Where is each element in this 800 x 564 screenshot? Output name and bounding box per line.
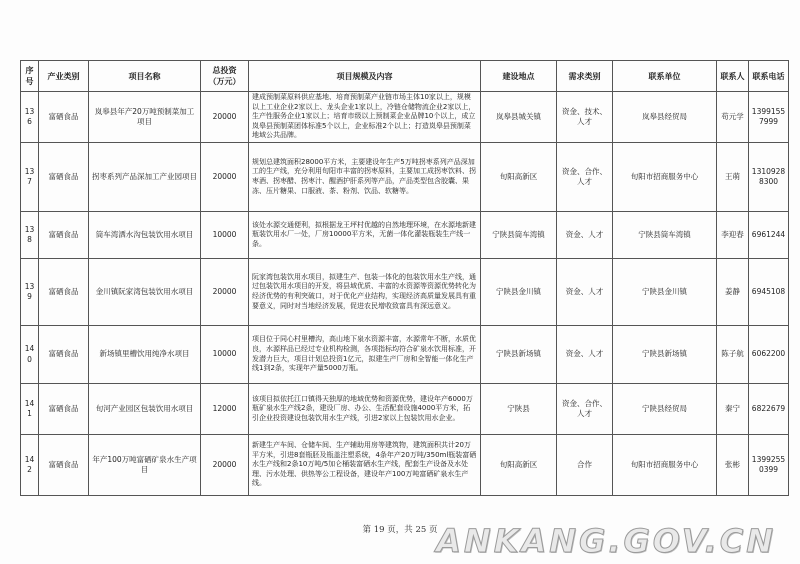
table-row [21,326,789,384]
cell-name: 旬河产业园区包装饮用水项目 [89,384,201,435]
header-content: 项目规模及内容 [249,61,481,92]
cell-no: 141 [21,384,39,435]
cell-phone: 6945108 [749,259,789,326]
cell-name: 筒车湾洒水沟包装饮用水项目 [89,212,201,259]
cell-category: 富硒食品 [39,435,89,496]
table-row [21,259,789,326]
cell-category: 富硒食品 [39,92,89,143]
cell-name: 金川镇阮家湾包装饮用水项目 [89,259,201,326]
cell-phone: 13992550399 [749,435,789,496]
cell-category: 富硒食品 [39,326,89,384]
header-contact: 联系人 [717,61,749,92]
cell-demand: 合作 [557,435,613,496]
cell-demand: 资金、人才 [557,259,613,326]
cell-category: 富硒食品 [39,384,89,435]
header-phone: 联系电话 [749,61,789,92]
cell-no: 136 [21,92,39,143]
cell-location: 宁陕县筒车湾镇 [481,212,557,259]
cell-content: 该项目拟依托江口镇得天独厚的地域优势和资源优势，建设年产6000万瓶矿泉水生产线2条，建设厂房、办公、生活配套设施4000平方米，拓引企业投资建设包装饮用水生产线，引进2家以上包装饮用水企业。 [249,384,481,435]
cell-no: 142 [21,435,39,496]
cell-location: 宁陕县金川镇 [481,259,557,326]
cell-name: 拐枣系列产品深加工产业园项目 [89,143,201,212]
cell-unit: 岚皋县经贸局 [613,92,717,143]
header-no: 序号 [21,61,39,92]
cell-unit: 旬阳市招商服务中心 [613,435,717,496]
table-row [21,212,789,259]
cell-investment: 20000 [201,92,249,143]
header-unit: 联系单位 [613,61,717,92]
table-row [21,384,789,435]
header-name: 项目名称 [89,61,201,92]
cell-no: 137 [21,143,39,212]
project-table [20,60,789,496]
cell-location: 旬阳高新区 [481,143,557,212]
page-footer: 第 19 页，共 25 页 [362,525,438,535]
cell-location: 宁陕县新场镇 [481,326,557,384]
header-category: 产业类别 [39,61,89,92]
cell-investment: 20000 [201,435,249,496]
cell-phone: 13991557999 [749,92,789,143]
cell-demand: 资金、技术、人才 [557,92,613,143]
cell-content: 项目位于同心村里槽沟，高山地下泉水资源丰富，水源常年不断，水质优良，水源样品已经过专业机构检测，各项指标均符合矿泉水饮用标准，开发潜力巨大，项目计划总投资1亿元，拟建生产厂房和全智能一体化生产线1到2条，实现年产量5000万瓶。 [249,326,481,384]
cell-phone: 6062200 [749,326,789,384]
table-row [21,143,789,212]
cell-demand: 资金、人才 [557,212,613,259]
cell-location: 宁陕县 [481,384,557,435]
cell-no: 138 [21,212,39,259]
header-location: 建设地点 [481,61,557,92]
cell-name: 岚皋县年产20万吨预制菜加工项目 [89,92,201,143]
cell-contact: 李迎春 [717,212,749,259]
cell-investment: 20000 [201,143,249,212]
cell-unit: 宁陕县新场镇 [613,326,717,384]
table-header-row [21,61,789,92]
cell-demand: 资金、合作、人才 [557,384,613,435]
cell-unit: 宁陕县筒车湾镇 [613,212,717,259]
cell-no: 139 [21,259,39,326]
cell-category: 富硒食品 [39,212,89,259]
cell-content: 阮家湾包装饮用水项目，拟建生产、包装一体化的包装饮用水生产线，通过包装饮用水项目的开发，将县域优质、丰富的水资源等资源优势转化为经济优势的有利突破口，对于优化产业结构，实现经济高质量发展具有重要意义，同时对当地经济发展，促进农民增收致富具有深远意义。 [249,259,481,326]
header-investment: 总投资 （万元） [201,61,249,92]
cell-contact: 张彬 [717,435,749,496]
cell-unit: 宁陕县金川镇 [613,259,717,326]
cell-category: 富硒食品 [39,259,89,326]
cell-unit: 旬阳市招商服务中心 [613,143,717,212]
cell-investment: 10000 [201,326,249,384]
cell-unit: 宁陕县经贸局 [613,384,717,435]
cell-phone: 6961244 [749,212,789,259]
table-row [21,92,789,143]
cell-content: 建成预制菜原料供应基地、培育预制菜产业链市场主体10家以上，规模以上工业企业2家以上、龙头企业1家以上，冷链仓储物流企业2家以上，生产性服务企业1家以上；培育市级以上预制菜企业品牌10个以上，成立岚皋县预制菜团体标准5个以上，企业标准2个以上；打造岚皋县预制菜地域公共品牌。 [249,92,481,143]
cell-investment: 12000 [201,384,249,435]
cell-contact: 秦宁 [717,384,749,435]
cell-no: 140 [21,326,39,384]
header-demand: 需求类别 [557,61,613,92]
cell-investment: 10000 [201,212,249,259]
cell-contact: 姜静 [717,259,749,326]
cell-demand: 资金、合作、人才 [557,143,613,212]
cell-name: 新场镇里槽饮用纯净水项目 [89,326,201,384]
cell-demand: 资金、人才 [557,326,613,384]
cell-location: 岚皋县城关镇 [481,92,557,143]
cell-content: 新建生产车间、仓储车间、生产辅助用房等建筑物，建筑面积共计20万平方米，引进8套瓶胚及瓶盖注塑系统，4条年产20万吨/350ml瓶装富硒水生产线和2条10万吨/5加仑桶装富硒水生产线，配套生产设备及水处理、污水处理、供热等公工程设备，建设年产100万吨富硒矿泉水生产线。 [249,435,481,496]
cell-contact: 苟元学 [717,92,749,143]
cell-location: 旬阳高新区 [481,435,557,496]
site-watermark: ANKANG.GOV.CN [436,522,776,560]
cell-content: 规划总建筑面积28000平方米，主要建设年生产5万吨拐枣系列产品深加工的生产线，充分利用旬阳市丰富的拐枣原料，主要加工成拐枣饮料、拐枣酒、拐枣醋、拐枣汁、醒酒护肝系列等产品，产品类型包含胶囊、果冻、压片糖果、口服液、茶、粉剂、饮品、软糖等。 [249,143,481,212]
cell-contact: 陈子航 [717,326,749,384]
cell-contact: 王萌 [717,143,749,212]
cell-name: 年产100万吨富硒矿泉水生产项目 [89,435,201,496]
cell-content: 该处水源交通便利，拟根据龙王坪村优越的自然地理环境，在水源地新建瓶装饮用水厂一处，厂房10000平方米，无菌一体化灌装瓶装生产线一条。 [249,212,481,259]
table-row [21,435,789,496]
cell-phone: 13109288300 [749,143,789,212]
cell-category: 富硒食品 [39,143,89,212]
cell-phone: 6822679 [749,384,789,435]
cell-investment: 20000 [201,259,249,326]
